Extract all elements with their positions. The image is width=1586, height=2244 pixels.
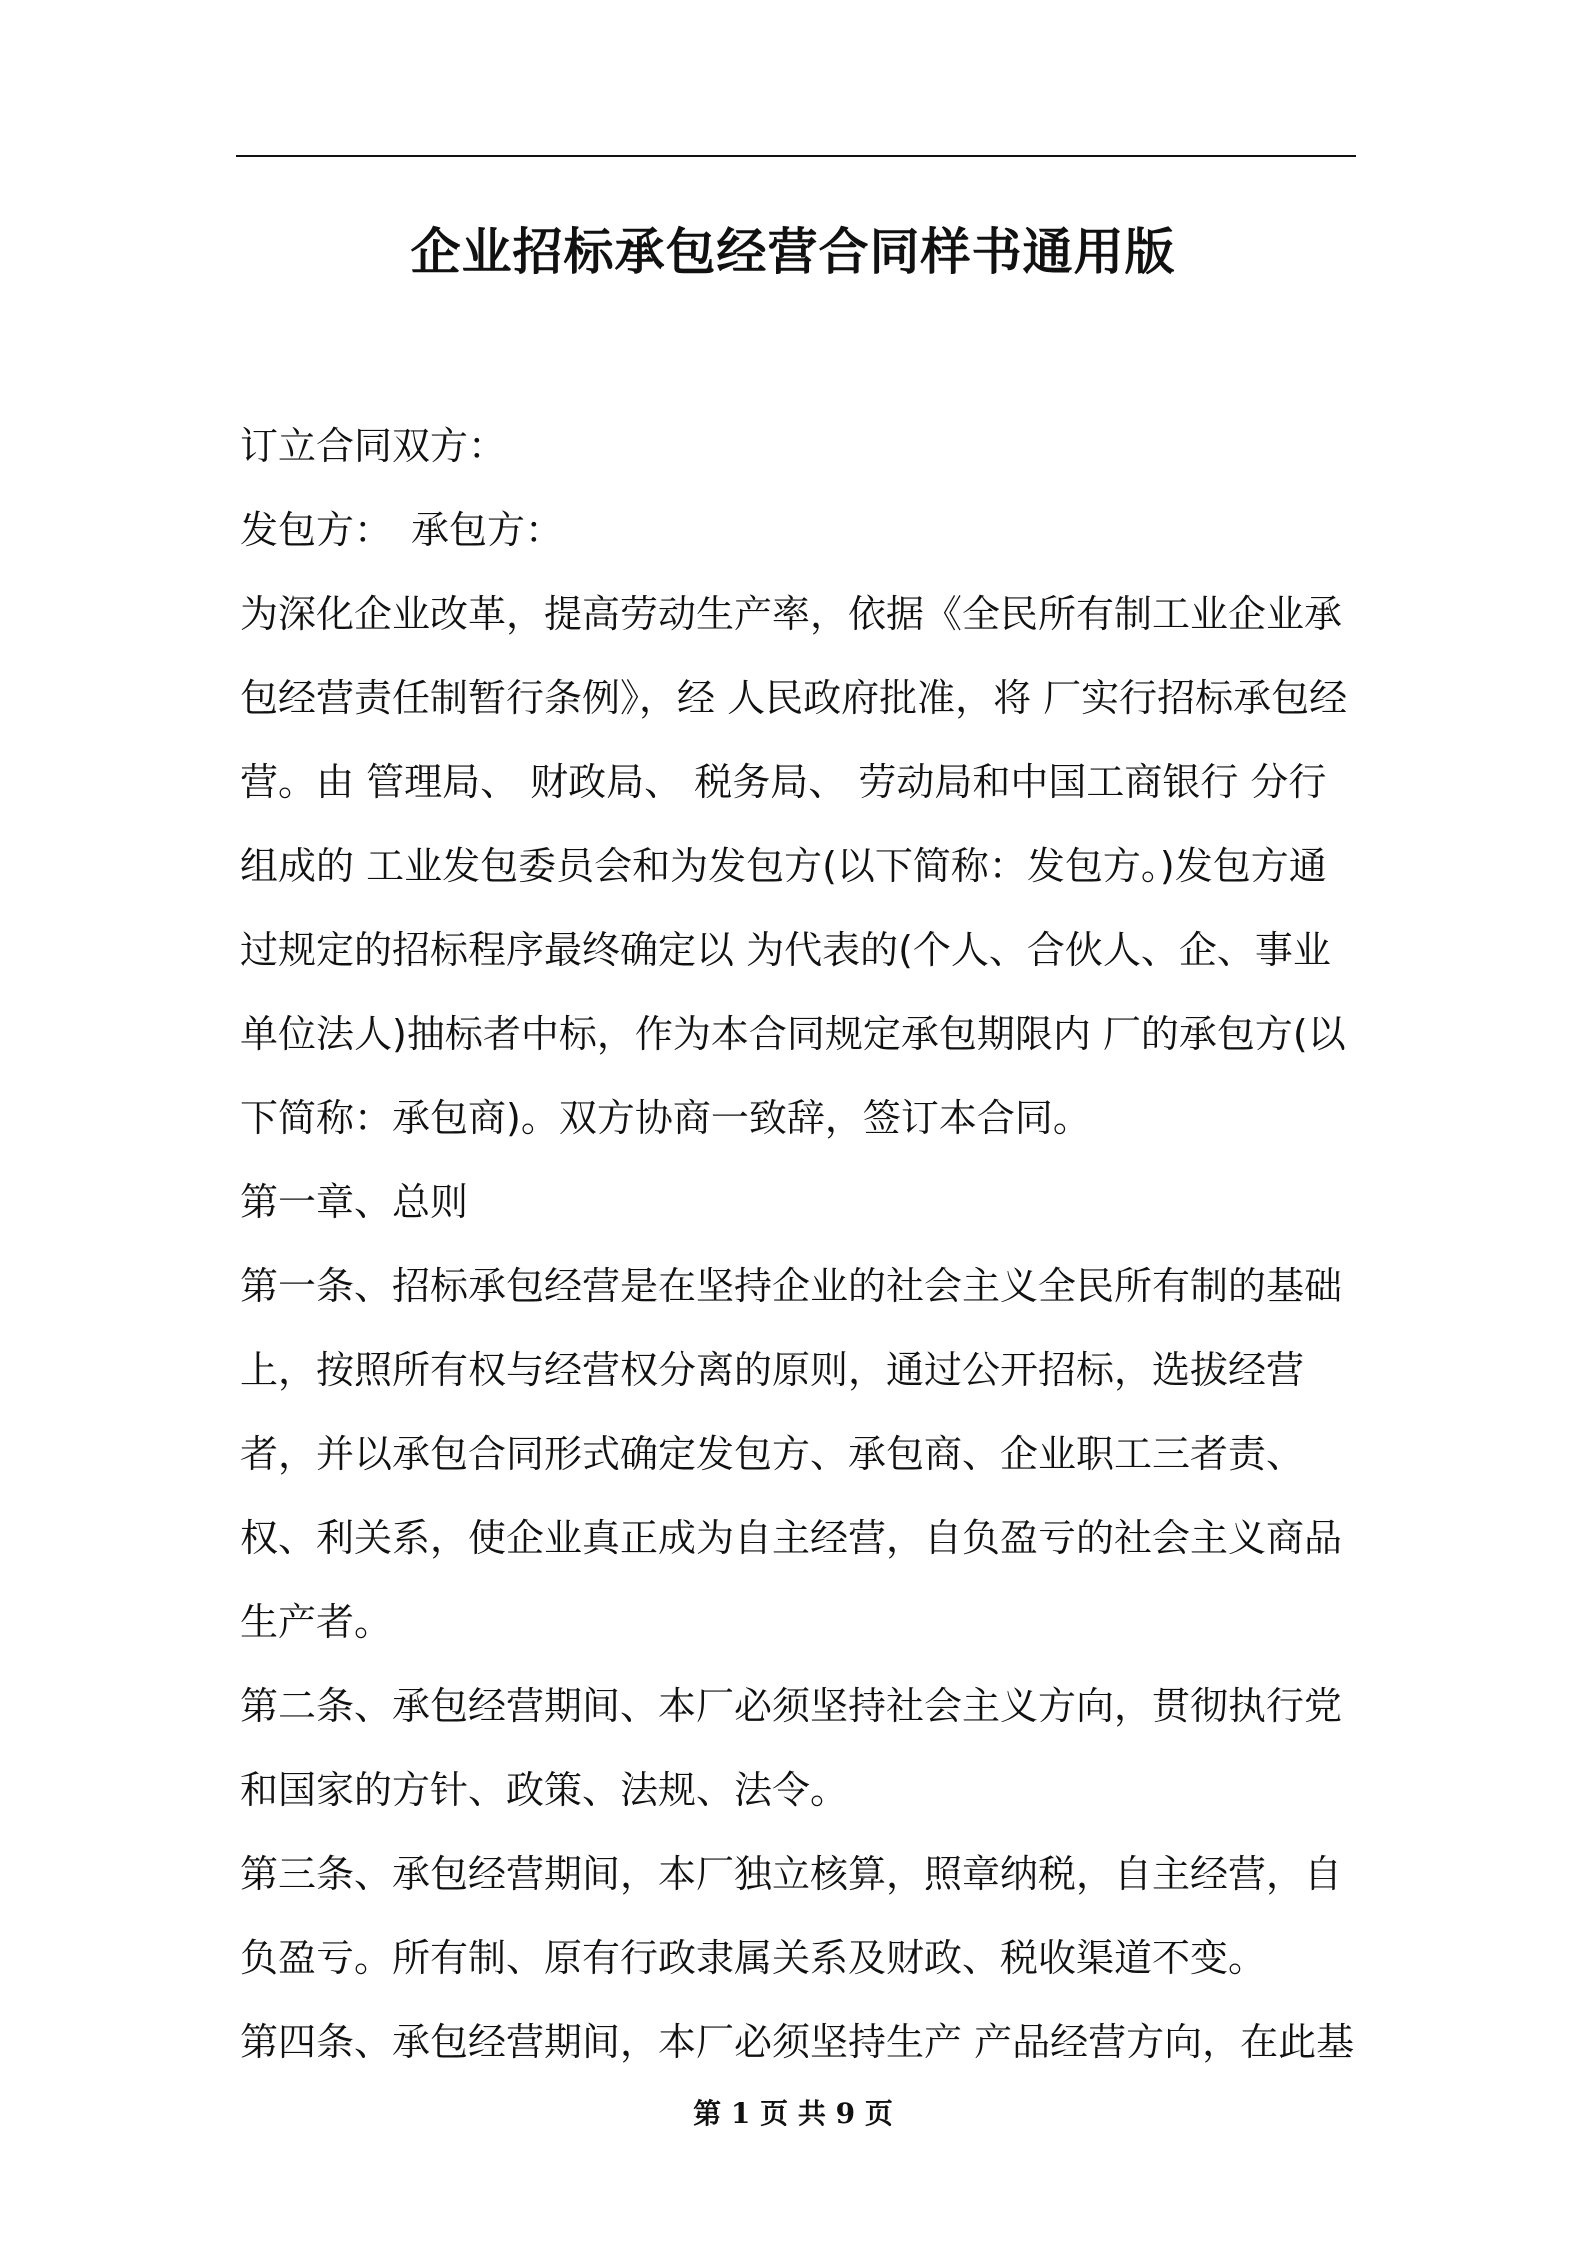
article-4: 第四条、承包经营期间，本厂必须坚持生产 产品经营方向，在此基 bbox=[240, 2020, 1355, 2064]
document-title: 企业招标承包经营合同样书通用版 bbox=[410, 223, 1176, 281]
article-3: 第三条、承包经营期间，本厂独立核算，照章纳税，自主经营，自负盈亏。所有制、原有行政隶属关系及财政、税收渠道不变。 bbox=[240, 1852, 1343, 1980]
page-number-footer: 第 1 页 共 9 页 bbox=[693, 2097, 893, 2130]
article-1: 第一条、招标承包经营是在坚持企业的社会主义全民所有制的基础上，按照所有权与经营权分离的原则，通过公开招标，选拔经营者，并以承包合同形式确定发包方、承包商、企业职工三者责、权、利关系，使企业真正成为自主经营，自负盈亏的社会主义商品生产者。 bbox=[240, 1264, 1343, 1644]
header-rule bbox=[236, 155, 1356, 157]
article-2: 第二条、承包经营期间、本厂必须坚持社会主义方向，贯彻执行党和国家的方针、政策、法规、法令。 bbox=[240, 1684, 1343, 1812]
document-body bbox=[240, 404, 1360, 2084]
paragraph-parties: 订立合同双方： bbox=[240, 424, 507, 468]
paragraph-preamble: 为深化企业改革，提高劳动生产率，依据《全民所有制工业企业承包经营责任制暂行条例》，经 人民政府批准，将 厂实行招标承包经营。由 管理局、 财政局、 税务局、 劳动局和中国工商银行 分行组成的 工业发包委员会和为发包方(以下简称：发包方。)发包方通过规定的招标程序最终确定以 为代表的(个人、合伙人、企、事业单位法人)抽标者中标，作为本合同规定承包期限内 厂的承包方(以下简称：承包商)。双方协商一致辞，签订本合同。 bbox=[240, 592, 1348, 1140]
chapter-heading: 第一章、总则 bbox=[240, 1180, 469, 1224]
paragraph-parties-names: 发包方： 承包方： bbox=[240, 508, 564, 552]
